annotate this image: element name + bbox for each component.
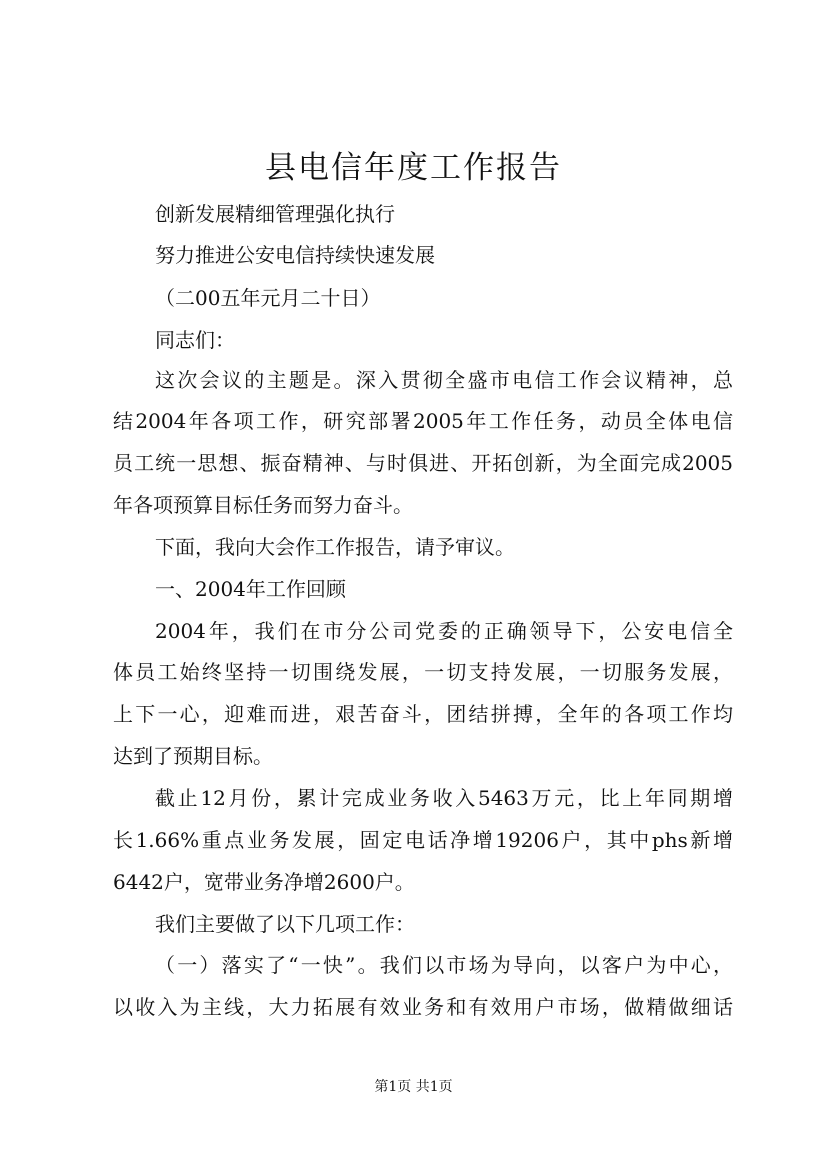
paragraph-1-line-1: 这次会议的主题是。深入贯彻全盛市电信工作会议精神，总 <box>155 368 733 392</box>
paragraph-1-line-3: 员工统一思想、振奋精神、与时俱进、开拓创新，为全面完成2005 <box>113 451 733 475</box>
page-footer: 第1页 共1页 <box>374 1079 453 1095</box>
salutation: 同志们： <box>155 328 235 352</box>
subtitle-line-2: 努力推进公安电信持续快速发展 <box>155 243 435 267</box>
paragraph-4-line-1: 截止12月份，累计完成业务收入5463万元，比上年同期增 <box>155 786 733 810</box>
paragraph-4-line-3: 6442户，宽带业务净增2600户。 <box>113 870 415 894</box>
paragraph-1-line-2: 结2004年各项工作，研究部署2005年工作任务，动员全体电信 <box>113 409 733 433</box>
paragraph-2: 下面，我向大会作工作报告，请予审议。 <box>155 535 515 559</box>
subtitle-line-1: 创新发展精细管理强化执行 <box>155 202 395 226</box>
paragraph-3-line-3: 上下一心，迎难而进，艰苦奋斗，团结拼搏，全年的各项工作均 <box>113 702 733 726</box>
paragraph-3-line-1: 2004年，我们在市分公司党委的正确领导下，公安电信全 <box>155 619 733 643</box>
section-heading: 一、2004年工作回顾 <box>155 577 346 601</box>
paragraph-4-line-2: 长1.66%重点业务发展，固定电话净增19206户，其中phs新增 <box>113 828 733 852</box>
paragraph-6-line-2: 以收入为主线，大力拓展有效业务和有效用户市场，做精做细话 <box>113 995 733 1019</box>
document-title: 县电信年度工作报告 <box>265 150 562 186</box>
paragraph-5: 我们主要做了以下几项工作： <box>155 912 415 936</box>
paragraph-6-line-1: （一）落实了“一快”。我们以市场为导向，以客户为中心， <box>155 953 733 977</box>
paragraph-3-line-2: 体员工始终坚持一切围绕发展，一切支持发展，一切服务发展， <box>113 660 733 684</box>
paragraph-3-line-4: 达到了预期目标。 <box>113 744 273 768</box>
report-date: （二00五年元月二十日） <box>155 286 381 310</box>
paragraph-1-line-4: 年各项预算目标任务而努力奋斗。 <box>113 493 413 517</box>
